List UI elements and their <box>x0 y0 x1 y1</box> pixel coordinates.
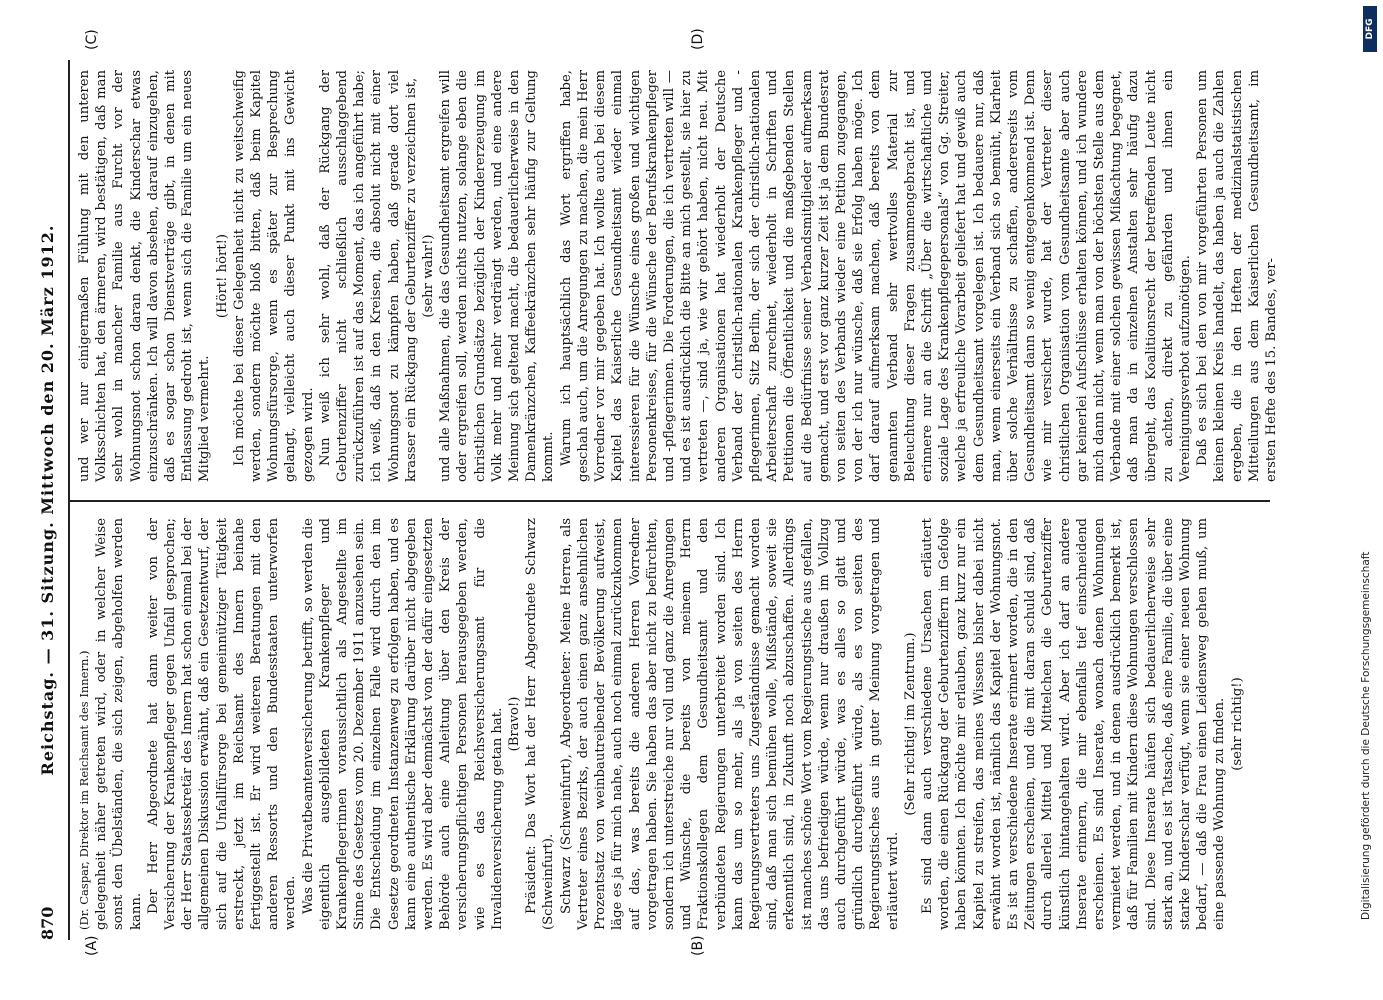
margin-mark-a: (A) <box>84 935 100 956</box>
paragraph: Warum ich hauptsächlich das Wort ergriffen habe, geschah auch, um die Anregungen zu machen, die mein Herr Vorredner vor mir gegeben hat. Ich wollte auch bei diesem Kapitel das Kaiserliche Gesundheitsamt wieder einmal interessieren für die Wünsche eines großen und wichtigen Personenkreises, für die Wünsche der Berufskrankenpfleger und -pflegerinnen. Die Forderungen, die ich vertreten will — und es ist ausdrücklich die Bitte an mich gestellt, sie hier zu vertreten —, sind ja, wie wir gehört haben, nicht neu. Mit anderen Organisationen hat wiederholt der Deutsche Verband der christlich-nationalen Krankenpfleger und -pflegerinnen, Sitz Berlin, der sich der christlich-nationalen Arbeiterschaft zurechnet, wiederholt in Schriften und Petitionen die Öffentlichkeit und die maßgebenden Stellen auf die Bedürfnisse seiner Verbandsmitglieder aufmerksam gemacht, und erst vor ganz kurzer Zeit ist ja dem Bundesrat von seiten des Verbands wieder eine Petition zugegangen, von der ich nur wünsche, daß sie Erfolg haben möge. Ich darf darauf aufmerksam machen, daß bereits von dem genannten Verband sehr wertvolles Material zur Beleuchtung dieser Fragen zusammengebracht ist, und erinnere nur an die Schrift „Über die wirtschaftliche und soziale Lage des Krankenpflegepersonals“ von Gg. Streiter, welche ja erfreuliche Vorarbeit geliefert hat und gewiß auch dem Gesundheitsamt vorgelegen ist. Ich bedauere nur, daß man, wenn einerseits ein Verband sich so bemüht, Klarheit über solche Verhältnisse zu schaffen, andererseits vom Gesundheitsamt dann so wenig entgegenkommend ist. Denn wie mir versichert wurde, hat der Vertreter dieser christlichen Organisation vom Gesundheitsamte aber auch gar keinerlei Aufschlüsse erhalten können, und ich wundere mich dann nicht, wenn man von der höchsten Stelle aus dem Verbande mit einer solchen gewissen Mißachtung begegnet, daß man da in einzelnen Anstalten sehr häufig dazu übergeht, das Koalitionsrecht der betreffenden Leute nicht zu achten, direkt zu gefährden und ihnen ein Vereinigungsverbot aufzunötigen. <box>558 70 1193 482</box>
paragraph: gelegenheit näher getreten wird, oder in welcher Weise sonst den Übelständen, die sich zeigen, abgeholfen werden kann. <box>94 518 144 930</box>
paragraph: Schwarz (Schweinfurt), Abgeordneter: Meine Herren, als Vertreter eines Bezirks, der auch einen ganz ansehnlichen Prozentsatz von weinbautreibender Bevölkerung aufweist, läge es ja für mich nahe, auch noch einmal zurückzukommen auf das, was bereits die anderen Herren Vorredner vorgetragen haben. Sie haben das aber nicht zu befürchten, sondern ich unterstreiche nur voll und ganz die Anregungen und Wünsche, die bereits von meinem Herrn Fraktionskollegen dem Gesundheitsamt und den verbündeten Regierungen unterbreitet worden sind. Ich kann das um so mehr, als ja von seiten des Herrn Regierungsvertreters uns Zugeständnisse gemacht worden sind, daß man sich bemühen wolle, Mißstände, soweit sie erkenntlich sind, in Zukunft noch abzuschaffen. Allerdings ist manches schöne Wort vom Regierungstische aus gefallen, das uns befriedigen würde, wenn nur draußen im Vollzug auch durchgeführt würde, was es alles so glatt und gründlich durchgeführt würde, als es von seiten des Regierungstisches aus in guter Meinung vorgetragen und erläutert wird. <box>558 518 901 930</box>
margin-mark-b: (B) <box>690 935 706 956</box>
paragraph: und alle Maßnahmen, die das Gesundheitsamt ergreifen will oder ergreifen soll, werden nichts nutzen, solange eben die christlichen Grundsätze bezüglich der Kindererzeugung im Volk mehr und mehr verdrängt werden, und eine andere Meinung sich geltend macht, die bedauerlicherweise in den Damenkränzchen, Kaffeekränzchen sehr häufig zur Geltung kommt. <box>438 70 557 482</box>
paragraph: Was die Privatbeamtenversicherung betrifft, so werden die eigentlich ausgebildeten Krankenpfleger und Krankenpflegerinnen voraussichtlich als Angestellte im Sinne des Gesetzes vom 20. Dezember 1911 anzusehen sein. Die Entscheidung im einzelnen Falle wird durch den im Gesetze geordneten Instanzenweg zu erfolgen haben, und es kann eine authentische Erklärung darüber nicht abgegeben werden. Es wird aber demnächst von der dafür eingesetzten Behörde auch eine Anleitung über den Kreis der versicherungspflichtigen Personen herausgegeben werden, wie es das Reichsversicherungsamt für die Invalidenversicherung getan hat. <box>300 518 505 930</box>
right-column <box>76 70 1280 482</box>
paragraph: Daß es sich bei den von mir vorgeführten Personen um keinen kleinen Kreis handelt, das haben ja auch die Zahlen ergeben, die in den Heften der medizinalstatistischen Mitteilungen aus dem Kaiserlichen Gesundheitsamt, im ersten Hefte des 15. Bandes, ver- <box>1195 70 1280 482</box>
president-remark: Präsident: Das Wort hat der Herr Abgeordnete Schwarz (Schweinfurt). <box>524 518 557 930</box>
interjection: (Sehr richtig! im Zentrum.) <box>902 632 918 816</box>
column-divider <box>70 500 1270 502</box>
left-column <box>76 518 1272 930</box>
dfg-logo-text: DFG <box>1365 18 1375 40</box>
dfg-logo <box>1363 6 1377 52</box>
interjection: (Bravo!) <box>507 696 523 752</box>
speaker-continuation: (Dr. Caspar, Direktor im Reichsamt des Innern.) <box>77 650 91 930</box>
page-number: 870 <box>38 906 57 940</box>
credit-text: Digitalisierung gefördert durch die Deutsche Forschungsgemeinschaft <box>1360 551 1372 920</box>
interjection: (Hört! hört!) <box>214 233 230 319</box>
page-header <box>38 60 64 940</box>
paragraph: Ich möchte bei dieser Gelegenheit nicht zu weitschweifig werden, sondern möchte bloß bitten, daß beim Kapitel Wohnungsfürsorge, wenn es später zur Besprechung gelangt, vielleicht auch dieser Punkt mit ins Gewicht gezogen wird. <box>231 70 316 482</box>
margin-mark-d: (D) <box>690 28 706 50</box>
margin-mark-c: (C) <box>84 29 100 50</box>
paragraph: Es sind dann auch verschiedene Ursachen erläutert worden, die einen Rückgang der Geburtenziffern im Gefolge haben könnten. Ich möchte mir erlauben, ganz kurz nur ein Kapitel zu streifen, das meines Wissens bisher dabei nicht erwähnt worden ist, nämlich das Kapitel der Wohnungsnot. Es ist an verschiedene Inserate erinnert worden, die in den Zeitungen erscheinen, und die mit daran schuld sind, daß durch allerlei Mittel und Mittelchen die Geburtenziffer künstlich hintangehalten wird. Aber ich darf an andere Inserate erinnern, die mir ebenfalls tief einschneidend erscheinen. Es sind Inserate, wonach denen Wohnungen vermietet werden, und in denen ausdrücklich bemerkt ist, daß für Familien mit Kindern diese Wohnungen verschlossen sind. Diese Inserate häufen sich bedauerlicherweise sehr stark an, und es ist Tatsache, daß eine Familie, die über eine starke Kinderschar verfügt, wenn sie einer neuen Wohnung bedarf, — daß die Frau einen Leidensweg gehen muß, um eine passende Wohnung zu finden. <box>919 518 1228 930</box>
interjection: (sehr wahr!) <box>421 234 437 318</box>
paragraph: und wer nur einigermaßen Fühlung mit den unteren Volksschichten hat, den ärmeren, wird bestätigen, daß man sehr wohl in mancher Familie aus Furcht vor der Wohnungsnot schon daran denkt, die Kinderschar etwas einzuschränken. Ich will davon absehen, darauf einzugehen, daß es sogar schon Dienstverträge gibt, in denen mit Entlassung gedroht ist, wenn sich die Familie um ein neues Mitglied vermehrt. <box>77 70 213 482</box>
digitization-credit <box>1360 60 1376 920</box>
page-title: Reichstag. — 31. Sitzung. Mittwoch den 20. März 1912. <box>38 224 57 776</box>
interjection: (sehr richtig!) <box>1229 677 1245 771</box>
paragraph: Der Herr Abgeordnete hat dann weiter von der Versicherung der Krankenpfleger gegen Unfall gesprochen; der Herr Staatssekretär des Innern hat schon einmal bei der allgemeinen Diskussion erwähnt, daß ein Gesetzentwurf, der sich auf die Unfallfürsorge bei gemeinnütziger Tätigkeit erstreckt, jetzt im Reichsamt des Innern beinahe fertiggestellt ist. Er wird weiteren Beratungen mit den anderen Ressorts und den Bundesstaaten unterworfen werden. <box>145 518 299 930</box>
paragraph: Nun weiß ich sehr wohl, daß der Rückgang der Geburtenziffer nicht schließlich ausschlaggebend zurückzuführen ist auf das Moment, das ich angeführt habe; ich weiß, daß in den Kreisen, die absolut nicht mit einer Wohnungsnot zu kämpfen haben, daß gerade dort viel krasser ein Rückgang der Geburtenziffer zu verzeichnen ist, <box>317 70 419 482</box>
